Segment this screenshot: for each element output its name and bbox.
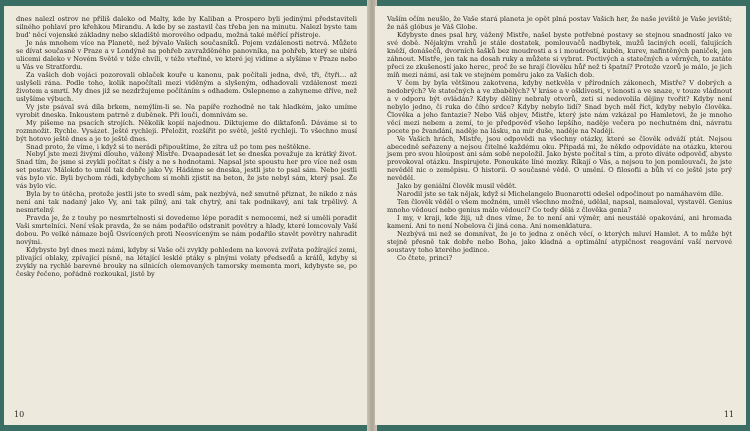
paragraph: Snad proto, že víme, i když si to nerádi připouštíme, že zítra už po tom pes neštěkne. <box>26 142 311 151</box>
paragraph: Kdybyste dnes psal hry, vážený Mistře, našel byste potřebné postavy se stejnou snadností jako ve své době. Nějakým vrahů je stále dostatek, pomlouvačů nadbytek, mužů laciných ocelí, ťalujících kněží, donášečů, dvorních šašků bez moudrosti a s i moudrostí, kuběn, kurev, nafintěných paniček, jen záhnout. Mistře, jen tak na dosah ruky a můžete si vybrat. Poctivých a statečných a věrných, to zatáte přeci ze zkušeností jako herec, proč že se hrají člověku hůř než ti špatní? Protože vzorů je málo, je jich míň mezi námi, asi tak ve stejném poměru jako za Vašich dob. <box>387 30 732 79</box>
right-page <box>375 6 746 425</box>
paragraph: Nezbývá mi než se domnívat, že je to jedna z oněch věcí, o kterých mluví Hamlet. A to může být stejně přesně tak dobře nebo Boha, jako kladná a optimální atypičnost reagování vaší nervové soustavy toho kterého jedince. <box>387 230 732 255</box>
left-page-text <box>16 16 357 279</box>
page-number: 11 <box>723 410 734 419</box>
paragraph: Vaším očím neušlo, že Vaše stará planeta je opět plná postav Vašich her, že naše jeviště je Vaše jeviště; že náš glóbus je Váš Globe. <box>387 15 732 31</box>
right-page-text <box>387 16 732 263</box>
paragraph: My píšeme na psacích strojích. Několik kopií najednou. Diktujeme do diktafonů. Dáváme si to rozmnožit. Rychle. Vysázet. Ještě rychleji. Přeložit, rozšířit po světě, ještě rychleji. To všechno musí být hotovo ještě dnes a je to ještě dnes. <box>16 118 357 143</box>
paragraph: Nebyl jste mezi živými dlouho, vážený Mistře. Dvaapadesát let se dneska považuje za krátký život. Snad tím, že jsme si zvykli počítat s čísly a ne s hodnotami. Napsal jste spoustu her pro více než osm set postav. Málokdo to uměl tak dobře jako Vy. Hádáme se dneska, jestli jste to psal sám. Nebo jestli vás bylo víc. Byli bychom rádi, kdybychom si mohli zjistit na beton, že jste nebyl sám, který psal. Že vás bylo víc. <box>16 150 357 191</box>
paragraph: Ve Vašich hrách, Mistře, jsou odpovědi na všechny otázky, které se člověk odváží ptát. Nejsou abecedně seřazeny a nejsou čitelné každému oku. Připadá mi, že někdo odpovídáte na otázku, kterou jsem pro svou hloupost ani sám sobě nepoložil. Jako byste počítal s tím, a proto díváte odpověď, abyste provokoval otázku. Inspirujete. Ponoukáte líné mozky. Říkají o Vás, a nejsou to jen pomlouvači, že jste nevěděl nic o zeměpisu. O historii. O současné vědě. O umění. O filosofii a bůh ví co ještě jste prý nevěděl. <box>387 134 732 183</box>
paragraph: Za vašich dob vojáci pozorovali oblaček kouře u kanonu, pak počítali jedna, dvě, tři, čtyři… až uslyšeli rána. Podle toho, kolik napočítali mezi viděným a slyšeným, odhadovali vzdálenost mezi životem a smrtí. My dnes již se nezdržujeme počítáním s odhadem. Oslepneme a zahyneme dříve, než uslyšíme výbuch. <box>16 70 357 103</box>
paragraph: Kdybyste byl dnes mezi námi, kdyby si Vaše oči zvykly pohledem na kovová zvířata požírající zemi, plivající oblaky, zpívající písně, na létající lesklé ptáky s plnými volaty předsedů a králů, kdyby si zvykly na rychlé barevné brouky na silnicích olemovaných tamorsky mementa mori, kdybyste se, po česky řečeno, pořádně rozkoukal, jistě by <box>16 246 357 278</box>
paragraph: Vy jste psával svá díla brkem, nemýlím-li se. Na papíře rozhodně ne tak hladkém, jako umíme vyrobit dneska. Inkoustem patrně z duběnek. Při louči, domnívám se. <box>16 102 357 119</box>
paragraph: I my, v kraji, kde žiji, už dnes víme, že to není ani výměr, ani neustálé opakování, ani hromada kamení. Ani to není Nobelova či jiná cena. Ani nomenklatura. <box>387 214 732 231</box>
paragraph: Ten člověk věděl o všem možném, uměl všechno možné, udělal, napsal, namaloval, vystavěl. Genius mnoho vědoucí nebo genius málo vědoucí? Co tedy dělá z člověka genia? <box>387 198 732 215</box>
page-number: 10 <box>14 410 25 419</box>
paragraph: Je nás mnohem více na Planetě, než bývalo Vašich současníků. Pojem vzdálenosti netrvá. Můžete se dívat současně v Praze a v Londýně na pohřeb zavražděného panovníka, na pohřeb, který se ubírá ulicemi daleko v Novém Světě v téže chvíli, v téže vteřině, ve které jej vidíme a slyšíme v Praze nebo u Vás ve Stratfordu. <box>16 38 357 71</box>
paragraph: Byla by to útěcha, protože jestli jste to svedl sám, pak nezbývá, než smutně přiznat, že nikdo z nás není ani tak nadaný jako Vy, ani tak pilný, ani tak chytrý, ani tak podnikavý, ani tak trpělivý. A nesmrtelný. <box>16 190 357 215</box>
cover-edge-right <box>746 0 750 431</box>
paragraph: V čem by byla většinou zakotvena, kdyby netkvěla v přírodních zákonech, Mistře? V dobrých a nedobrých? Ve statečných a ve zbabělých? V kráse a v ošklivosti, v lenosti a ve snaze, v touze vládnout a v odporu být ovládán? Kdyby děliny nebraly otvorů, zeti si nedovolila dějiny tvořit? Kdyby není nebylo jedno, či ruka do čího srdce? Kdyby nebylo lidí? Snad bych měl říct, kdyby nebylo člověka. Člověka a jeho fantazie? Nebo Váš objev, Mistře, který jste nám vzkázal po Hamletovi, že je mnoho věcí mezi nebem a zemí, to je předpověď všeho lepšího, naděje večera po nechutném dni, návratu pocete po žvandání, naděje na lásku, na mír duše, naděje na Naději. <box>387 78 732 135</box>
paragraph: Pravda je, že z touhy po nesmrtelnosti si dovedeme lépe poradit s nemocemi, než si uměli poradit Vaši smrtelníci. Není však pravda, že se nám podařilo odstranit povětry a hlady, které lomcovaly Vaší dobou. Po velké námaze bojů Osvícených proti Neosvíceným se nám podařilo stavět povětry nahradit novými. <box>16 214 357 247</box>
left-page <box>4 6 369 425</box>
paragraph: dnes nalezl ostrov ne příliš daleko od Malty, kde by Kaliban a Prospero byli jedinými představiteli silného pohlaví pro křehkou Mirandu. A kde by se zastavil čas třeba jen na minutu. Nalezl byste tam bud' něcí vojenské základny nebo skladiště morového odpadu, možná také měřící přístroje. <box>16 15 357 39</box>
paragraph: Co čtete, princi? <box>397 254 453 263</box>
paragraph: Narodil jste se tak nějak, když si Michelangelo Buonarotti odešel odpočinout po namáhavém díle. <box>397 190 724 199</box>
paragraph: Jako by geniální člověk musil vědět. <box>397 182 517 191</box>
